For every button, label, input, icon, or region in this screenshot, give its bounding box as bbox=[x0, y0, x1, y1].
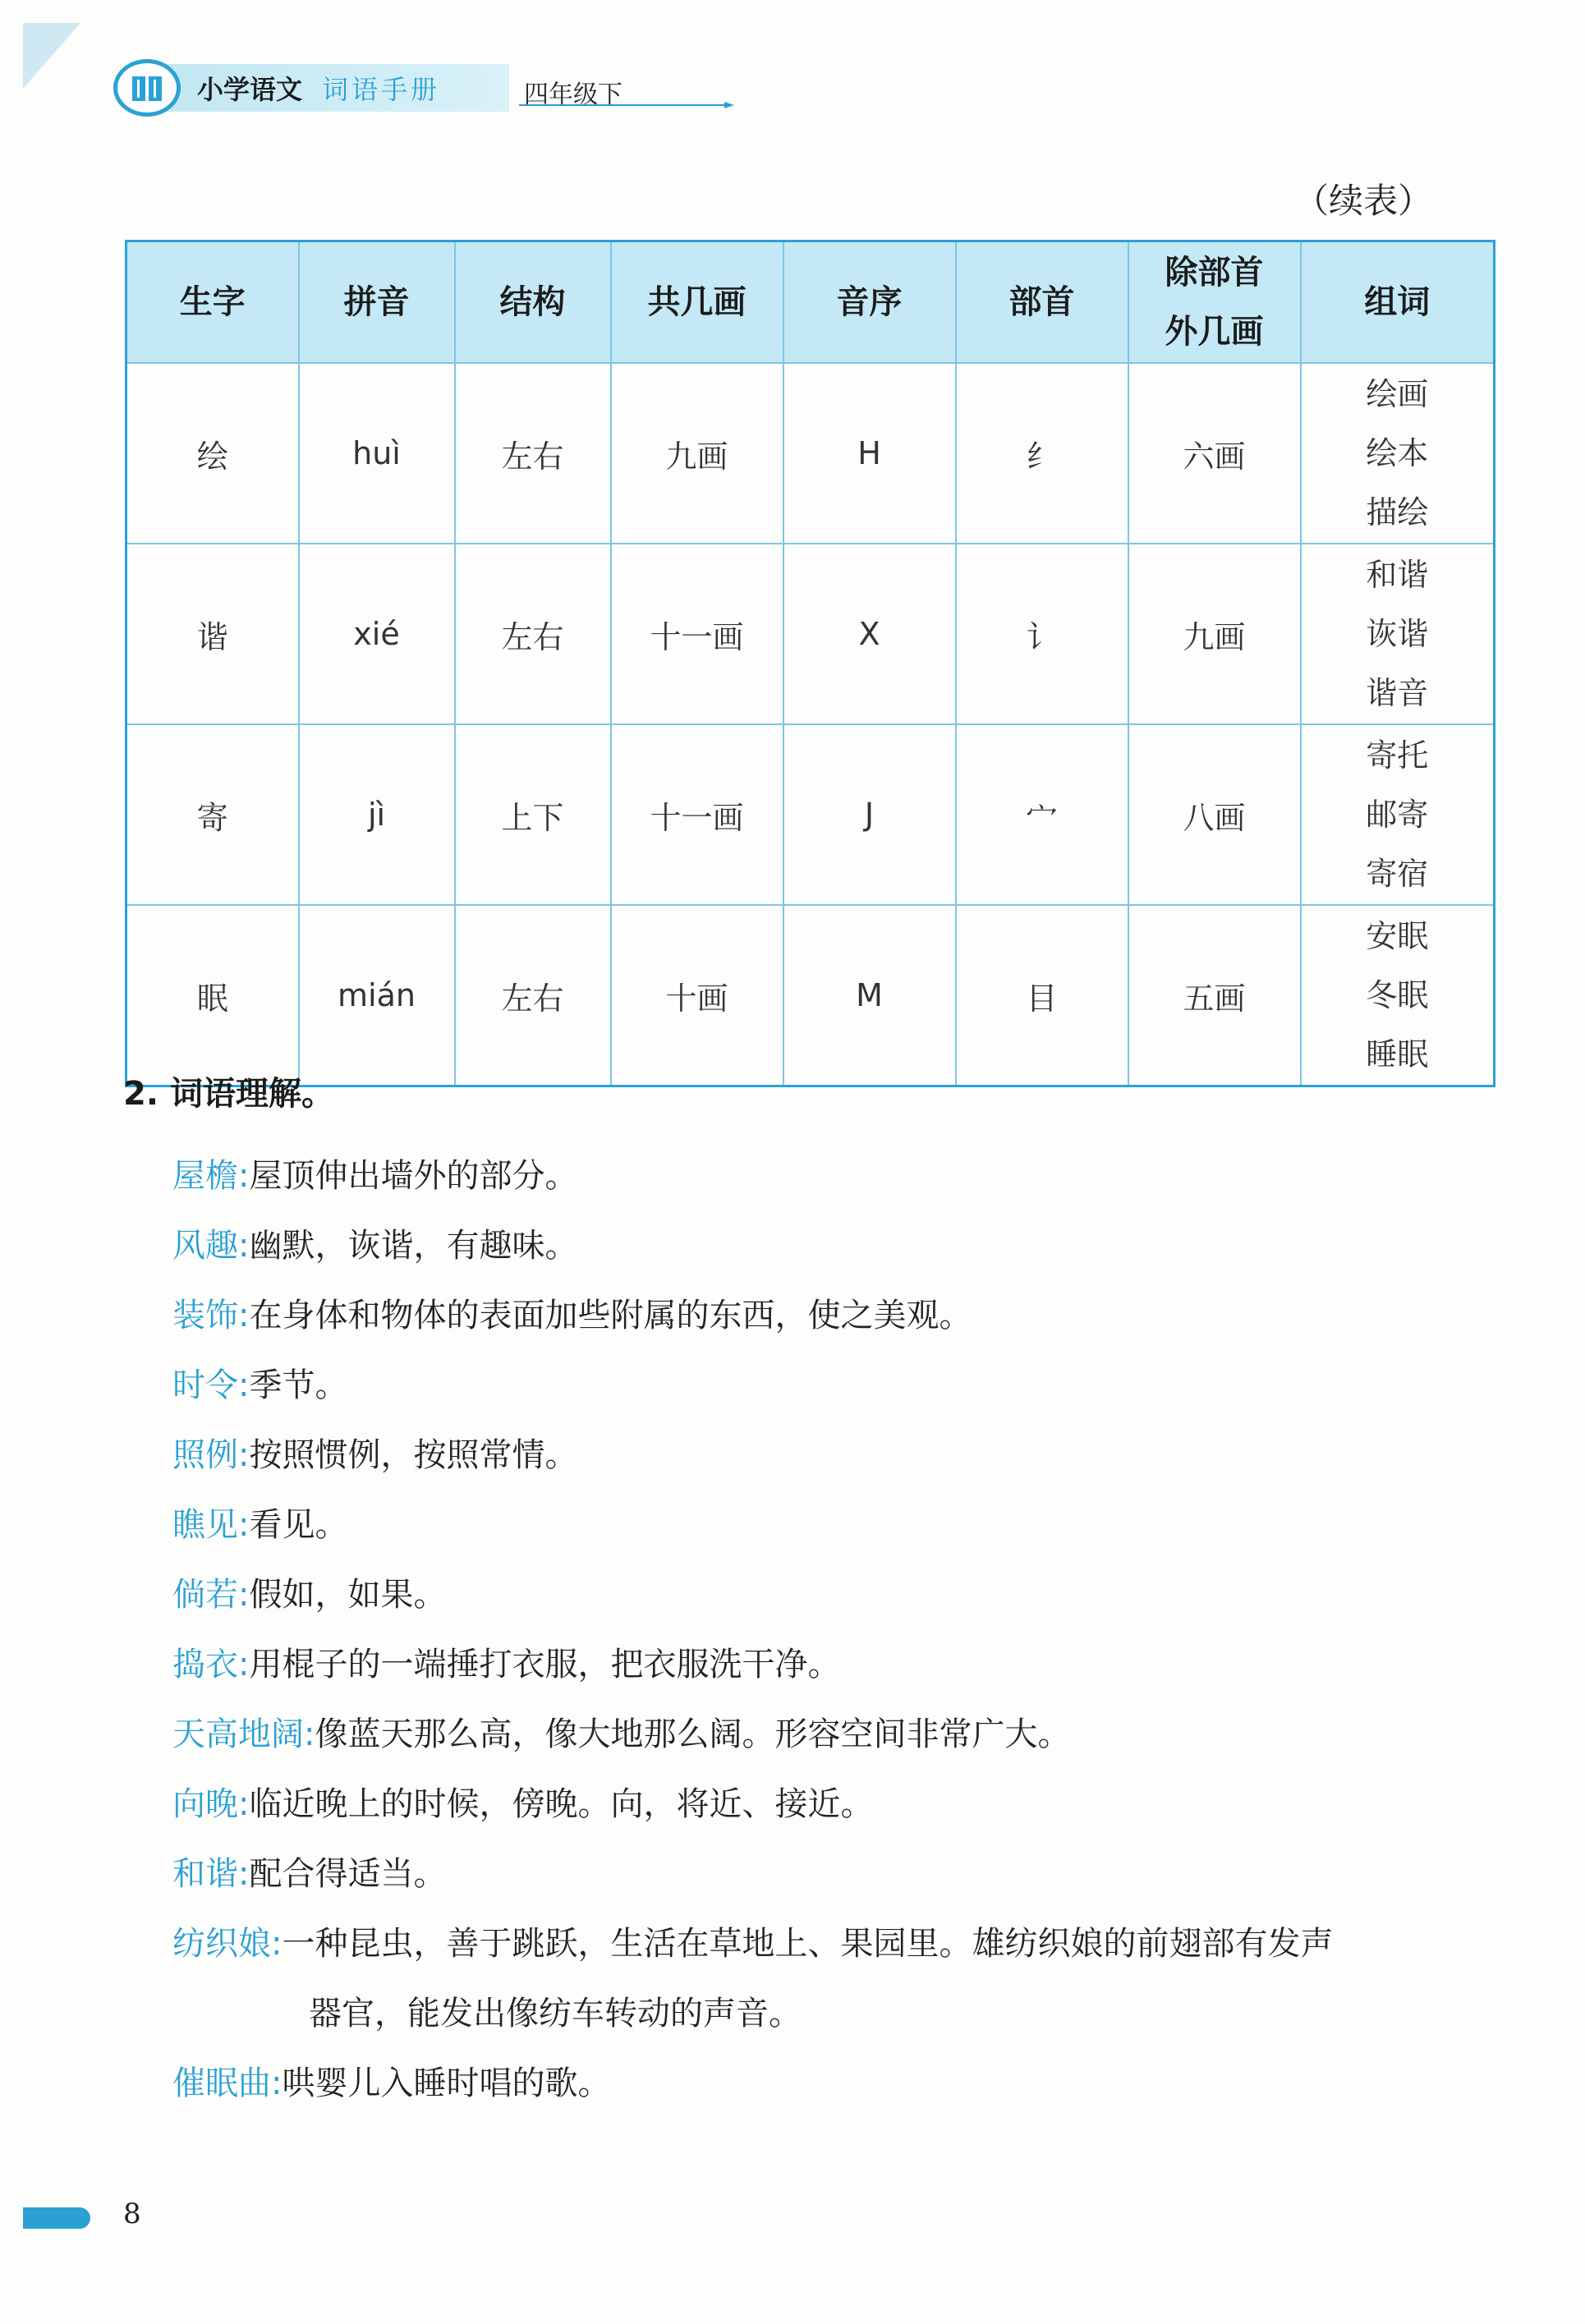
cell-char: 谐 bbox=[126, 544, 299, 724]
col-header-radical: 部首 bbox=[956, 241, 1128, 364]
definition-item: 屋檐:屋顶伸出墙外的部分。 bbox=[172, 1157, 578, 1195]
cell-strokes: 十画 bbox=[611, 905, 783, 1086]
cell-words bbox=[1301, 724, 1495, 905]
word-item: 安眠 bbox=[1366, 918, 1429, 954]
definition-text: 在身体和物体的表面加些附属的东西，使之美观。 bbox=[249, 1297, 972, 1334]
col-header-initial: 音序 bbox=[783, 241, 956, 364]
cell-radical: 纟 bbox=[956, 363, 1128, 544]
cell-initial: H bbox=[783, 363, 956, 544]
cell-char: 眠 bbox=[126, 905, 299, 1086]
definition-term: 屋檐 bbox=[172, 1157, 238, 1195]
table-row bbox=[126, 905, 1495, 1086]
definition-term: 纺织娘 bbox=[172, 1925, 271, 1963]
word-item: 描绘 bbox=[1366, 494, 1429, 530]
definition-item: 时令:季节。 bbox=[172, 1366, 348, 1404]
definition-item: 瞧见:看见。 bbox=[172, 1506, 348, 1544]
word-item: 绘画 bbox=[1366, 376, 1429, 412]
word-item: 睡眠 bbox=[1366, 1036, 1429, 1072]
col-header-pinyin: 拼音 bbox=[299, 241, 455, 364]
table-row bbox=[126, 724, 1495, 905]
book-title: 小学语文 bbox=[197, 74, 303, 105]
definition-item: 和谐:配合得适当。 bbox=[172, 1855, 447, 1893]
definition-item: 纺织娘:一种昆虫，善于跳跃，生活在草地上、果园里。雄纺织娘的前翅部有发声 器官，能发出像纺车转动的声音。 bbox=[172, 1909, 1519, 2049]
col-header-char: 生字 bbox=[126, 241, 299, 364]
word-item: 寄托 bbox=[1366, 737, 1429, 774]
definition-item: 天高地阔:像蓝天那么高，像大地那么阔。形容空间非常广大。 bbox=[172, 1715, 1071, 1753]
cell-structure: 上下 bbox=[455, 724, 611, 905]
page-number: 8 bbox=[123, 2198, 141, 2230]
definition-item: 向晚:临近晚上的时候，傍晚。向，将近、接近。 bbox=[172, 1785, 874, 1823]
cell-remaining: 六画 bbox=[1128, 363, 1301, 544]
header-arrow-line bbox=[519, 102, 734, 118]
cell-strokes: 九画 bbox=[611, 363, 783, 544]
definition-term: 照例 bbox=[172, 1436, 238, 1474]
cell-remaining: 九画 bbox=[1128, 544, 1301, 724]
cell-radical: 目 bbox=[956, 905, 1128, 1086]
col-header-remaining bbox=[1128, 241, 1301, 364]
word-item: 冬眠 bbox=[1366, 977, 1429, 1013]
cell-structure: 左右 bbox=[455, 363, 611, 544]
definition-text: 屋顶伸出墙外的部分。 bbox=[249, 1157, 578, 1195]
definition-term: 天高地阔 bbox=[172, 1715, 304, 1753]
definition-text: 哄婴儿入睡时唱的歌。 bbox=[282, 2065, 611, 2102]
cell-char: 寄 bbox=[126, 724, 299, 905]
word-item: 和谐 bbox=[1366, 557, 1429, 593]
book-subtitle: 词语手册 bbox=[322, 74, 441, 105]
word-item: 邮寄 bbox=[1366, 797, 1429, 833]
section-title: 2. 词语理解。 bbox=[123, 1075, 334, 1113]
cell-structure: 左右 bbox=[455, 905, 611, 1086]
definition-text: 幽默，诙谐，有趣味。 bbox=[249, 1227, 578, 1265]
definition-term: 瞧见 bbox=[172, 1506, 238, 1544]
book-logo-icon bbox=[113, 59, 181, 117]
definition-term: 向晚 bbox=[172, 1785, 238, 1823]
col-header-remaining-line2: 外几画 bbox=[1165, 313, 1264, 351]
cell-words bbox=[1301, 544, 1495, 724]
cell-words bbox=[1301, 905, 1495, 1086]
page-tab bbox=[23, 2207, 90, 2229]
col-header-words: 组词 bbox=[1301, 241, 1495, 364]
continued-label: （续表） bbox=[1293, 181, 1432, 221]
cell-pinyin: jì bbox=[299, 724, 455, 905]
definition-term: 捣衣 bbox=[172, 1646, 238, 1683]
cell-remaining: 八画 bbox=[1128, 724, 1301, 905]
cell-initial: X bbox=[783, 544, 956, 724]
cell-initial: M bbox=[783, 905, 956, 1086]
definition-item: 倘若:假如，如果。 bbox=[172, 1576, 447, 1614]
col-header-remaining-line1: 除部首 bbox=[1165, 254, 1264, 292]
definition-item: 催眠曲:哄婴儿入睡时唱的歌。 bbox=[172, 2065, 611, 2102]
definition-item: 捣衣:用棍子的一端捶打衣服，把衣服洗干净。 bbox=[172, 1646, 841, 1683]
definition-item: 装饰:在身体和物体的表面加些附属的东西，使之美观。 bbox=[172, 1297, 972, 1334]
definition-term: 风趣 bbox=[172, 1227, 238, 1265]
definition-term: 时令 bbox=[172, 1366, 238, 1404]
definition-term: 和谐 bbox=[172, 1855, 238, 1893]
word-item: 绘本 bbox=[1366, 435, 1429, 471]
table-row bbox=[126, 363, 1495, 544]
cell-words bbox=[1301, 363, 1495, 544]
col-header-structure: 结构 bbox=[455, 241, 611, 364]
word-item: 诙谐 bbox=[1366, 616, 1429, 652]
cell-char: 绘 bbox=[126, 363, 299, 544]
table-header-row bbox=[126, 241, 1495, 364]
cell-remaining: 五画 bbox=[1128, 905, 1301, 1086]
definition-text: 季节。 bbox=[249, 1366, 348, 1404]
definition-continuation: 器官，能发出像纺车转动的声音。 bbox=[309, 1995, 802, 2032]
definition-term: 倘若 bbox=[172, 1576, 238, 1614]
word-item: 寄宿 bbox=[1366, 856, 1429, 892]
cell-radical: 讠 bbox=[956, 544, 1128, 724]
cell-radical: 宀 bbox=[956, 724, 1128, 905]
cell-initial: J bbox=[783, 724, 956, 905]
definition-text: 一种昆虫，善于跳跃，生活在草地上、果园里。雄纺织娘的前翅部有发声 bbox=[282, 1925, 1334, 1963]
character-table bbox=[125, 240, 1495, 1087]
definition-term: 装饰 bbox=[172, 1297, 238, 1334]
cell-strokes: 十一画 bbox=[611, 724, 783, 905]
definition-text: 按照惯例，按照常情。 bbox=[249, 1436, 578, 1474]
definition-text: 假如，如果。 bbox=[249, 1576, 447, 1614]
definition-text: 像蓝天那么高，像大地那么阔。形容空间非常广大。 bbox=[315, 1715, 1071, 1753]
definition-list bbox=[172, 1141, 1519, 2119]
cell-pinyin: huì bbox=[299, 363, 455, 544]
table-row bbox=[126, 544, 1495, 724]
grade-label: 四年级下 bbox=[524, 80, 623, 109]
cell-pinyin: xié bbox=[299, 544, 455, 724]
cell-strokes: 十一画 bbox=[611, 544, 783, 724]
col-header-strokes: 共几画 bbox=[611, 241, 783, 364]
cell-structure: 左右 bbox=[455, 544, 611, 724]
definition-text: 看见。 bbox=[249, 1506, 348, 1544]
definition-item: 风趣:幽默，诙谐，有趣味。 bbox=[172, 1227, 578, 1265]
definition-text: 临近晚上的时候，傍晚。向，将近、接近。 bbox=[249, 1785, 874, 1823]
word-item: 谐音 bbox=[1366, 675, 1429, 711]
definition-text: 用棍子的一端捶打衣服，把衣服洗干净。 bbox=[249, 1646, 841, 1683]
definition-term: 催眠曲 bbox=[172, 2065, 271, 2102]
cell-pinyin: mián bbox=[299, 905, 455, 1086]
definition-item: 照例:按照惯例，按照常情。 bbox=[172, 1436, 578, 1474]
definition-text: 配合得适当。 bbox=[249, 1855, 447, 1893]
